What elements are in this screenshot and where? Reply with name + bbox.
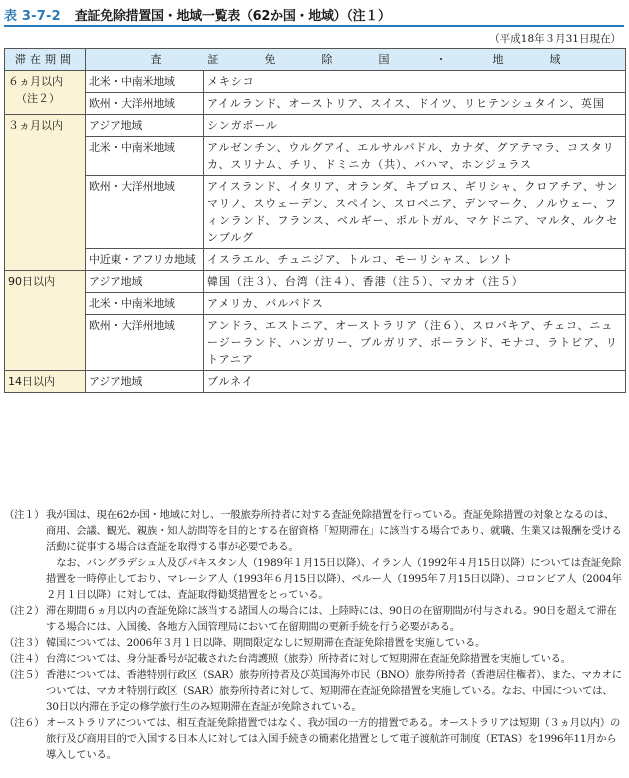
table-number: 表 3-7-2: [4, 8, 61, 24]
footnote-text: なお、バングラデシュ人及びパキスタン人（1989年１月15日以降）、イラン人（1992年４月15日以降）については査証免除措置を一時停止しており、マレーシア人（1993年６月15日以降）、ペルー人（1995年７月15日以降）、コロンビア人（2004年２月１日以降）に対しては、査証取得勧奨措置をとっている。: [46, 557, 622, 601]
title-divider: [4, 25, 624, 27]
region-cell: 北米・中南米地域: [86, 71, 204, 93]
table-row: [5, 137, 626, 176]
period-cell: [5, 115, 86, 271]
countries-cell: アンドラ、エストニア、オーストラリア（注６）、スロバキア、チェコ、ニュージーランド、ハンガリー、ブルガリア、ポーランド、モナコ、ラトビア、リトアニア: [204, 315, 626, 371]
countries-cell: アメリカ、バルバドス: [204, 293, 626, 315]
footnote-1: [4, 507, 624, 603]
footnote-key: （注４）: [4, 653, 45, 665]
footnote-key: （注２）: [4, 605, 45, 617]
table-row: [5, 293, 626, 315]
countries-cell: ブルネイ: [204, 371, 626, 393]
footnote-6: [4, 715, 624, 763]
header-countries: 査 証 免 除 国 ・ 地 域: [86, 49, 626, 71]
footnote-3: [4, 635, 624, 651]
table-row: [5, 93, 626, 115]
countries-cell: アイルランド、オーストリア、スイス、ドイツ、リヒテンシュタイン、英国: [204, 93, 626, 115]
period-cell: [5, 371, 86, 393]
footnote-text: 我が国は、現在62か国・地域に対し、一般旅券所持者に対する査証免除措置を行っている。査証免除措置の対象となるのは、商用、会議、観光、親族・知人訪問等を目的とする在留資格「短期滞在」に該当する場合であり、就職、生業又は報酬を受ける活動に従事する場合は査証を取得する事が必要である。: [46, 509, 622, 553]
footnote-key: （注６）: [4, 717, 45, 729]
countries-cell: イスラエル、チュニジア、トルコ、モーリシャス、レソト: [204, 249, 626, 271]
period-cell: [5, 71, 86, 115]
countries-cell: シンガポール: [204, 115, 626, 137]
region-cell: 欧州・大洋州地域: [86, 315, 204, 371]
title-row: [4, 5, 391, 23]
table-row: [5, 249, 626, 271]
footnote-5: [4, 667, 624, 715]
countries-cell: アルゼンチン、ウルグアイ、エルサルバドル、カナダ、グアテマラ、コスタリカ、スリナム、チリ、ドミニカ（共）、バハマ、ホンジュラス: [204, 137, 626, 176]
table-row: [5, 315, 626, 371]
period-note: （注２）: [16, 92, 60, 105]
footnote-text: 滞在期間６ヵ月以内の査証免除に該当する諸国人の場合には、上陸時には、90日の在留期間が付与される。90日を超えて滞在する場合には、入国後、各地方入国管理局において在留期間の更新手続を行う必要がある。: [46, 605, 617, 633]
footnote-text: 韓国については、2006年３月１日以降、期間限定なしに短期滞在査証免除措置を実施している。: [46, 637, 486, 649]
period-cell: [5, 271, 86, 371]
period-label: 90日以内: [8, 275, 55, 288]
period-label: 14日以内: [8, 375, 55, 388]
region-cell: 北米・中南米地域: [86, 137, 204, 176]
footnote-key: （注５）: [4, 669, 45, 681]
header-period: 滞在期間: [5, 49, 86, 71]
footnotes: [4, 507, 624, 763]
period-label: ３ヵ月以内: [8, 119, 63, 132]
table-header-row: [5, 49, 626, 71]
table-row: [5, 71, 626, 93]
region-cell: アジア地域: [86, 115, 204, 137]
region-cell: 欧州・大洋州地域: [86, 93, 204, 115]
table-row: [5, 271, 626, 293]
region-cell: 北米・中南米地域: [86, 293, 204, 315]
footnote-key: （注３）: [4, 637, 45, 649]
footnote-2: [4, 603, 624, 635]
page-title: 査証免除措置国・地域一覧表（62か国・地域）（注１）: [74, 8, 391, 24]
footnote-key: （注１）: [4, 509, 45, 521]
visa-exemption-table: [4, 48, 626, 393]
table-row: [5, 115, 626, 137]
region-cell: 中近東・アフリカ地域: [86, 249, 204, 271]
region-cell: 欧州・大洋州地域: [86, 176, 204, 249]
table-row: [5, 371, 626, 393]
footnote-4: [4, 651, 624, 667]
countries-cell: 韓国（注３）、台湾（注４）、香港（注５）、マカオ（注５）: [204, 271, 626, 293]
footnote-text: 香港については、香港特別行政区（SAR）旅券所持者及び英国海外市民（BNO）旅券所持者（香港居住権者）、また、マカオについては、マカオ特別行政区（SAR）旅券所持者に対して、短期滞在査証免除措置を実施している。なお、中国については、30日以内滞在予定の修学旅行生のみ短期滞在査証が免除されている。: [46, 669, 622, 713]
footnote-text: 台湾については、身分証番号が記載された台湾護照（旅券）所持者に対して短期滞在査証免除措置を実施している。: [46, 653, 571, 665]
region-cell: アジア地域: [86, 371, 204, 393]
as-of-date: （平成18年３月31日現在）: [489, 33, 621, 45]
period-label: ６ヵ月以内: [8, 75, 63, 88]
region-cell: アジア地域: [86, 271, 204, 293]
table-row: [5, 176, 626, 249]
footnote-text: オーストラリアについては、相互査証免除措置ではなく、我が国の一方的措置である。オーストラリアは短期（３ヵ月以内）の旅行及び商用目的で入国する日本人に対しては入国手続きの簡素化措置として電子渡航許可制度（ETAS）を1996年11月から導入している。: [46, 717, 621, 761]
countries-cell: アイスランド、イタリア、オランダ、キプロス、ギリシャ、クロアチア、サンマリノ、スウェーデン、スペイン、スロベニア、デンマーク、ノルウェー、フィンランド、フランス、ベルギー、ポルトガル、マケドニア、マルタ、ルクセンブルグ: [204, 176, 626, 249]
countries-cell: メキシコ: [204, 71, 626, 93]
